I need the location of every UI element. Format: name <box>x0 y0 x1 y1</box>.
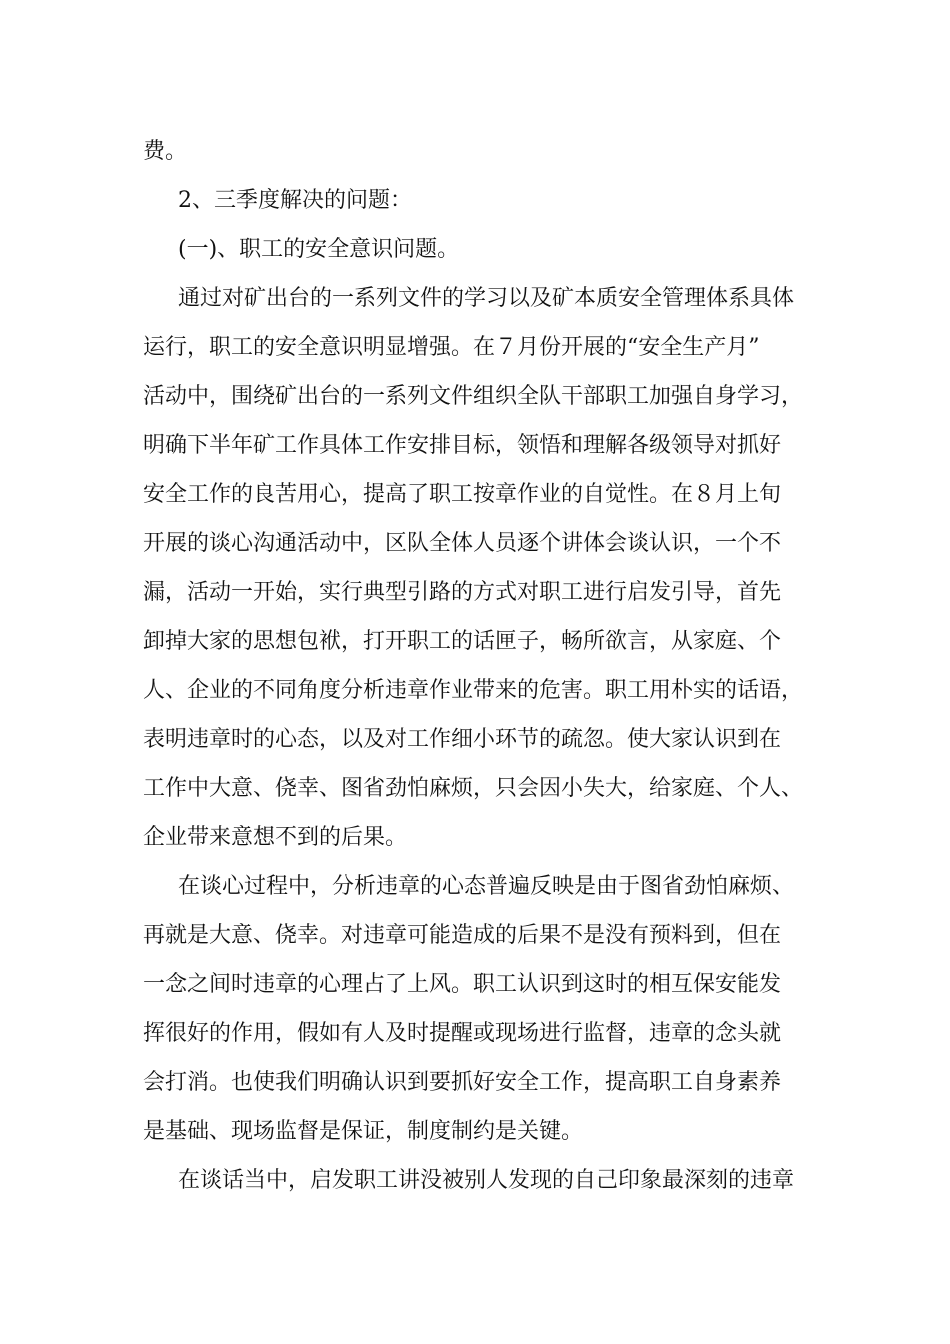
paragraph-1-line-2: 运行，职工的安全意识明显增强。在７月份开展的“安全生产月” <box>143 335 760 360</box>
paragraph-1-line-6: 开展的谈心沟通活动中，区队全体人员逐个讲体会谈认识，一个不 <box>143 531 782 556</box>
paragraph-2-line-2: 再就是大意、侥幸。对违章可能造成的后果不是没有预料到，但在 <box>143 923 782 948</box>
paragraph-1-line-12: 企业带来意想不到的后果。 <box>143 825 408 850</box>
paragraph-1-line-3: 活动中，围绕矿出台的一系列文件组织全队干部职工加强自身学习， <box>143 384 804 409</box>
paragraph-1-line-1: 通过对矿出台的一系列文件的学习以及矿本质安全管理体系具体 <box>178 286 795 311</box>
paragraph-1-line-4: 明确下半年矿工作具体工作安排目标，领悟和理解各级领导对抓好 <box>143 433 782 458</box>
subsection-heading-1: (一)、职工的安全意识问题。 <box>178 237 460 262</box>
paragraph-1-line-5: 安全工作的良苦用心，提高了职工按章作业的自觉性。在８月上旬 <box>143 482 782 507</box>
paragraph-1-line-8: 卸掉大家的思想包袱，打开职工的话匣子，畅所欲言，从家庭、个 <box>143 629 782 654</box>
paragraph-2-line-3: 一念之间时违章的心理占了上风。职工认识到这时的相互保安能发 <box>143 972 782 997</box>
paragraph-1-line-10: 表明违章时的心态，以及对工作细小环节的疏忽。使大家认识到在 <box>143 727 782 752</box>
paragraph-2-line-5: 会打消。也使我们明确认识到要抓好安全工作，提高职工自身素养 <box>143 1070 782 1095</box>
paragraph-2-line-1: 在谈心过程中，分析违章的心态普遍反映是由于图省劲怕麻烦、 <box>178 874 795 899</box>
section-heading-2: 2、三季度解决的问题： <box>178 188 412 213</box>
paragraph-2-line-4: 挥很好的作用，假如有人及时提醒或现场进行监督，违章的念头就 <box>143 1021 782 1046</box>
paragraph-2-line-6: 是基础、现场监督是保证，制度制约是关键。 <box>143 1119 584 1144</box>
paragraph-1-line-9: 人、企业的不同角度分析违章作业带来的危害。职工用朴实的话语， <box>143 678 804 703</box>
text-line-1: 费。 <box>143 139 188 164</box>
paragraph-1-line-7: 漏，活动一开始，实行典型引路的方式对职工进行启发引导，首先 <box>143 580 782 605</box>
paragraph-3-line-1: 在谈话当中，启发职工讲没被别人发现的自己印象最深刻的违章 <box>178 1168 795 1193</box>
paragraph-1-line-11: 工作中大意、侥幸、图省劲怕麻烦，只会因小失大，给家庭、个人、 <box>143 776 804 801</box>
